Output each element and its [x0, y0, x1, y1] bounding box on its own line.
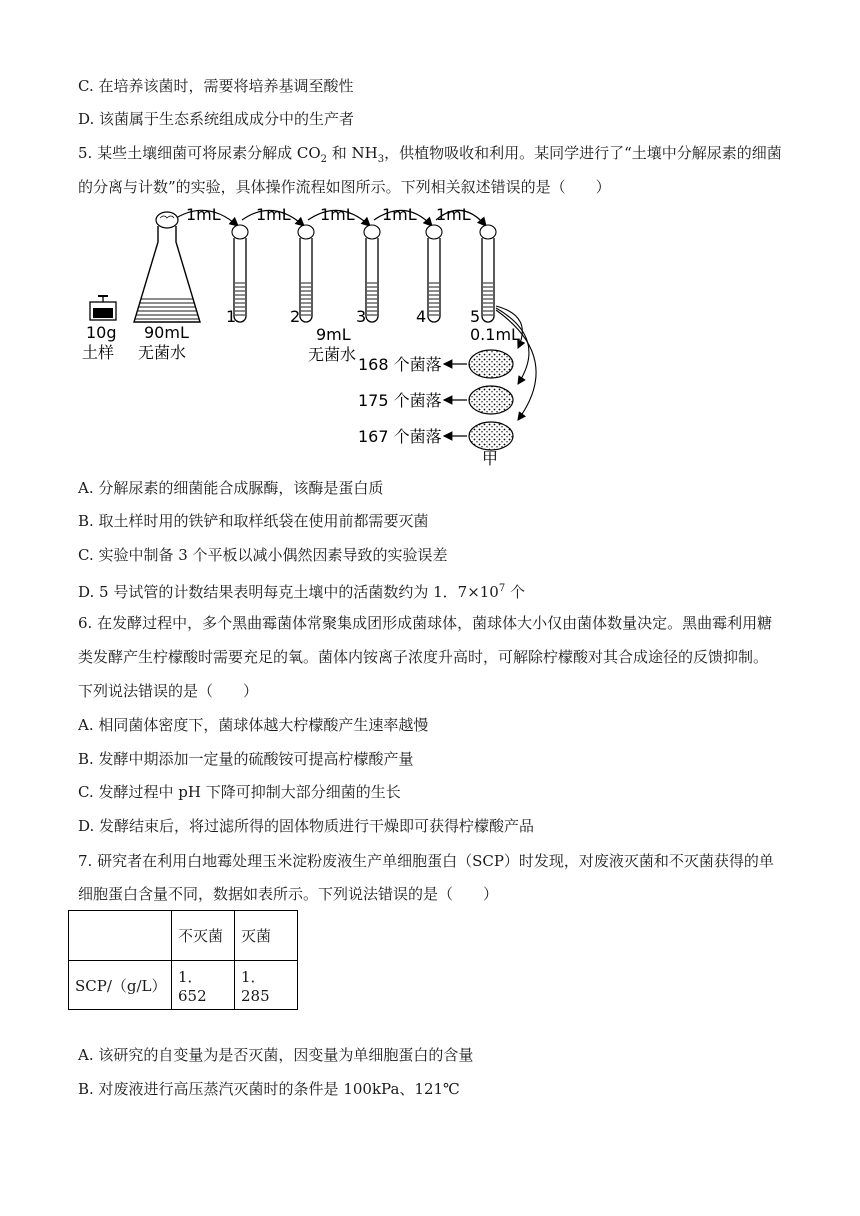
tube-number: 1: [226, 307, 237, 326]
table-row: [69, 911, 298, 961]
test-tube-5: [480, 225, 496, 322]
dilution-diagram: [78, 198, 598, 468]
q7-stem-line1: 7. 研究者在利用白地霉处理玉米淀粉废液生产单细胞蛋白（SCP）时发现，对废液灭菌和不灭菌获得的单: [78, 852, 774, 870]
q5-option-b: B. 取土样时用的铁铲和取样纸袋在使用前都需要灭菌: [78, 512, 429, 530]
soil-sample-icon: [90, 296, 116, 320]
q6-stem-line2: 类发酵产生柠檬酸时需要充足的氧。菌体内铵离子浓度升高时，可解除柠檬酸对其合成途径的反馈抑制。: [78, 648, 769, 666]
q6-stem-line3: 下列说法错误的是（ ）: [78, 682, 259, 700]
q4-option-d: D. 该菌属于生态系统组成成分中的生产者: [78, 110, 355, 128]
q7-option-a: A. 该研究的自变量为是否灭菌，因变量为单细胞蛋白的含量: [78, 1046, 474, 1064]
table-header-cell: [69, 911, 172, 961]
table-cell: 1．285: [235, 961, 298, 1010]
soil-mass: 10g: [86, 323, 117, 342]
tube-number: 3: [356, 307, 367, 326]
table-row-label: SCP/（g/L）: [69, 961, 172, 1010]
transfer-label: 1mL: [256, 205, 291, 224]
q5-option-d: D. 5 号试管的计数结果表明每克土壤中的活菌数约为 1．$7\times 10^7$ 个: [78, 583, 526, 601]
q6-stem-line1: 6. 在发酵过程中，多个黑曲霉菌体常聚集成团形成菌球体，菌球体大小仅由菌体数量决定。黑曲霉利用糖: [78, 614, 773, 632]
q4-option-c: C. 在培养该菌时，需要将培养基调至酸性: [78, 77, 354, 95]
q6-option-c: C. 发酵过程中 pH 下降可抑制大部分细菌的生长: [78, 783, 401, 801]
table-row: [69, 961, 298, 1010]
q5-option-a: A. 分解尿素的细菌能合成脲酶，该酶是蛋白质: [78, 479, 384, 497]
agar-plate-3: [469, 422, 513, 450]
agar-plate-1: [469, 350, 513, 378]
tube-volume: 9mL: [316, 325, 351, 344]
table-header-cell: 灭菌: [235, 911, 298, 961]
tube-number: 2: [290, 307, 301, 326]
soil-label: 土样: [82, 343, 115, 362]
test-tube-4: [426, 225, 442, 322]
flask-label: 无菌水: [138, 343, 187, 362]
transfer-label: 1mL: [436, 205, 471, 224]
colony-count: 175 个菌落: [358, 391, 442, 410]
transfer-label: 1mL: [382, 205, 417, 224]
transfer-label: 1mL: [320, 205, 355, 224]
q7-option-b: B. 对废液进行高压蒸汽灭菌时的条件是 100kPa、121℃: [78, 1080, 460, 1098]
plate-label: 甲: [482, 449, 499, 468]
tube-number: 4: [416, 307, 427, 326]
plating-volume: 0.1mL: [470, 325, 520, 344]
test-tube-3: [364, 225, 380, 322]
flask-icon: [134, 212, 200, 322]
q5-option-c: C. 实验中制备 3 个平板以减小偶然因素导致的实验误差: [78, 546, 448, 564]
tube-label: 无菌水: [308, 345, 357, 364]
q7-stem-line2: 细胞蛋白含量不同，数据如表所示。下列说法错误的是（ ）: [78, 885, 499, 903]
colony-count: 167 个菌落: [358, 427, 442, 446]
scp-table: [68, 910, 298, 1010]
colony-count: 168 个菌落: [358, 355, 442, 374]
table-header-cell: 不灭菌: [172, 911, 235, 961]
q5-stem-line2: 的分离与计数”的实验，具体操作流程如图所示。下列相关叙述错误的是（ ）: [78, 178, 611, 196]
q6-option-b: B. 发酵中期添加一定量的硫酸铵可提高柠檬酸产量: [78, 750, 414, 768]
tube-number: 5: [470, 307, 481, 326]
test-tube-2: [298, 225, 314, 322]
table-cell: 1．652: [172, 961, 235, 1010]
q5-stem-line1: 5. 某些土壤细菌可将尿素分解成 $CO_2$ 和 $NH_3$，供植物吸收和利用。某同学进行了“土壤中分解尿素的细菌: [78, 144, 782, 165]
q6-option-a: A. 相同菌体密度下，菌球体越大柠檬酸产生速率越慢: [78, 716, 429, 734]
flask-volume: 90mL: [144, 323, 189, 342]
agar-plate-2: [469, 386, 513, 414]
transfer-label: 1mL: [186, 205, 221, 224]
q6-option-d: D. 发酵结束后，将过滤所得的固体物质进行干燥即可获得柠檬酸产品: [78, 817, 535, 835]
